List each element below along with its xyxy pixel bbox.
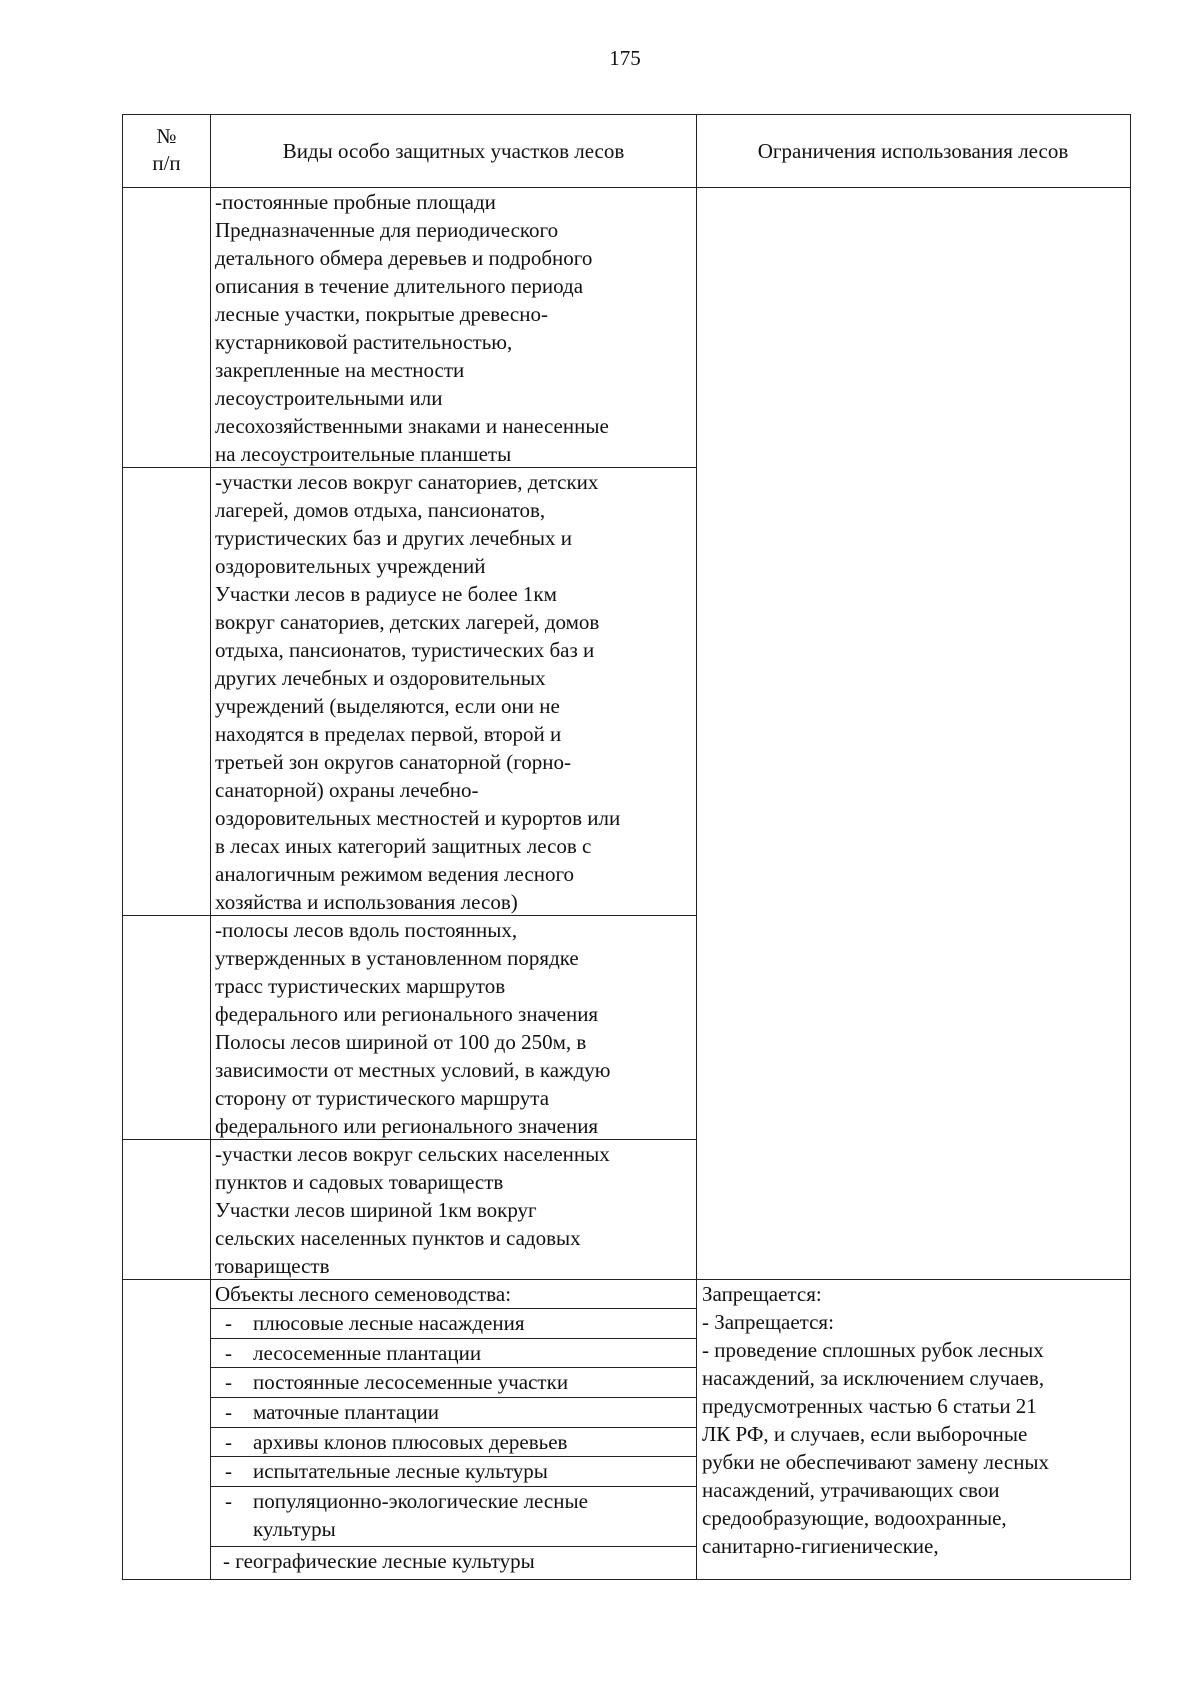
row-1-line: на лесоустроительные планшеты xyxy=(215,442,512,466)
row-4-line: товариществ xyxy=(215,1254,330,1278)
row-1-line: закрепленные на местности xyxy=(215,358,465,382)
restriction-line: средообразующие, водоохранные, xyxy=(702,1506,1007,1530)
row-2-line: других лечебных и оздоровительных xyxy=(215,666,546,690)
page-number: 175 xyxy=(609,46,641,70)
row-4-line: Участки лесов шириной 1км вокруг xyxy=(215,1198,537,1222)
list-dash: - xyxy=(225,1370,232,1394)
row-4-line: пунктов и садовых товариществ xyxy=(215,1170,504,1194)
row-3-line: федерального или регионального значения xyxy=(215,1002,599,1026)
row-2-line: оздоровительных местностей и курортов или xyxy=(215,806,621,830)
header-types: Виды особо защитных участков лесов xyxy=(282,139,625,163)
seed-item xyxy=(211,1487,696,1543)
restriction-line: ЛК РФ, и случаев, если выборочные xyxy=(702,1422,1028,1446)
restrictions-text xyxy=(702,1280,1049,1560)
row-2-line: вокруг санаториев, детских лагерей, домов xyxy=(215,610,600,634)
row-2-line: учреждений (выделяются, если они не xyxy=(215,694,560,718)
row-2-line: отдыха, пансионатов, туристических баз и xyxy=(215,638,595,662)
list-dash: - xyxy=(225,1400,232,1424)
row-2-line: Участки лесов в радиусе не более 1км xyxy=(215,582,557,606)
table-row-1-text xyxy=(215,188,609,468)
seed-item-label: плюсовые лесные насаждения xyxy=(253,1311,525,1335)
list-dash: - xyxy=(225,1341,232,1365)
restriction-line: санитарно-гигиенические, xyxy=(702,1534,939,1558)
header-number-symbol: № xyxy=(156,124,177,148)
row-3-line: зависимости от местных условий, в каждую xyxy=(215,1058,611,1082)
row-1-line: детального обмера деревьев и подробного xyxy=(215,246,593,270)
header-number-abbr: п/п xyxy=(152,151,181,175)
row-2-line: хозяйства и использования лесов) xyxy=(215,890,518,914)
list-dash: - xyxy=(225,1459,232,1483)
row-1-line: лесоустроительными или xyxy=(215,386,443,410)
restriction-line: насаждений, за исключением случаев, xyxy=(702,1366,1045,1390)
row-2-line: -участки лесов вокруг санаториев, детских xyxy=(215,470,599,494)
seed-item-label-continued: культуры xyxy=(253,1517,336,1541)
row-2-line: в лесах иных категорий защитных лесов с xyxy=(215,834,592,858)
seed-item-last: - географические лесные культуры xyxy=(223,1549,535,1573)
row-2-line: санаторной) охраны лечебно- xyxy=(215,778,479,802)
row-3-line: утвержденных в установленном порядке xyxy=(215,946,579,970)
seed-item-label: лесосеменные плантации xyxy=(253,1341,482,1365)
row-4-line: -участки лесов вокруг сельских населенных xyxy=(215,1142,610,1166)
restriction-line: рубки не обеспечивают замену лесных xyxy=(702,1450,1050,1474)
restriction-line: Запрещается: xyxy=(702,1282,822,1306)
row-1-line: лесные участки, покрытые древесно- xyxy=(215,302,548,326)
row-2-line: находятся в пределах первой, второй и xyxy=(215,722,562,746)
restriction-line: - Запрещается: xyxy=(702,1310,834,1334)
seed-item-label: популяционно-экологические лесные xyxy=(253,1489,588,1513)
row-4-line: сельских населенных пунктов и садовых xyxy=(215,1226,581,1250)
restriction-line: предусмотренных частью 6 статьи 21 xyxy=(702,1394,1037,1418)
column-divider-1 xyxy=(210,115,211,1579)
list-dash: - xyxy=(225,1311,232,1335)
header-restrictions: Ограничения использования лесов xyxy=(757,139,1069,163)
row-3-line: -полосы лесов вдоль постоянных, xyxy=(215,918,518,942)
restriction-line: насаждений, утрачивающих свои xyxy=(702,1478,1000,1502)
row-2-line: туристических баз и других лечебных и xyxy=(215,526,573,550)
row-1-line: лесохозяйственными знаками и нанесенные xyxy=(215,414,609,438)
seed-item-label: испытательные лесные культуры xyxy=(253,1459,548,1483)
seed-section-title: Объекты лесного семеноводства: xyxy=(215,1282,512,1306)
row-1-line: кустарниковой растительностью, xyxy=(215,330,513,354)
seed-item-label: архивы клонов плюсовых деревьев xyxy=(253,1430,568,1454)
row-1-line: -постоянные пробные площади xyxy=(215,190,496,214)
column-divider-2 xyxy=(696,115,697,1579)
restriction-line: - проведение сплошных рубок лесных xyxy=(702,1338,1044,1362)
row-1-line: Предназначенные для периодического xyxy=(215,218,559,242)
seed-item-label: постоянные лесосеменные участки xyxy=(253,1370,569,1394)
row-2-line: оздоровительных учреждений xyxy=(215,554,486,578)
row-1-line: описания в течение длительного периода xyxy=(215,274,584,298)
forest-areas-table xyxy=(122,114,1131,1580)
list-dash: - xyxy=(225,1489,232,1513)
row-3-line: сторону от туристического маршрута xyxy=(215,1086,550,1110)
list-dash: - xyxy=(225,1430,232,1454)
table-row-2-text xyxy=(215,468,620,916)
row-3-line: трасс туристических маршрутов xyxy=(215,974,506,998)
row-2-line: аналогичным режимом ведения лесного xyxy=(215,862,575,886)
row-2-line: лагерей, домов отдыха, пансионатов, xyxy=(215,498,546,522)
row-3-line: Полосы лесов шириной от 100 до 250м, в xyxy=(215,1030,587,1054)
row-3-line: федерального или регионального значения xyxy=(215,1114,599,1138)
table-row-4-text xyxy=(215,1140,610,1280)
row-2-line: третьей зон округов санаторной (горно- xyxy=(215,750,572,774)
seed-item-label: маточные плантации xyxy=(253,1400,440,1424)
header-number-cell xyxy=(123,123,210,177)
table-row-3-text xyxy=(215,916,610,1140)
